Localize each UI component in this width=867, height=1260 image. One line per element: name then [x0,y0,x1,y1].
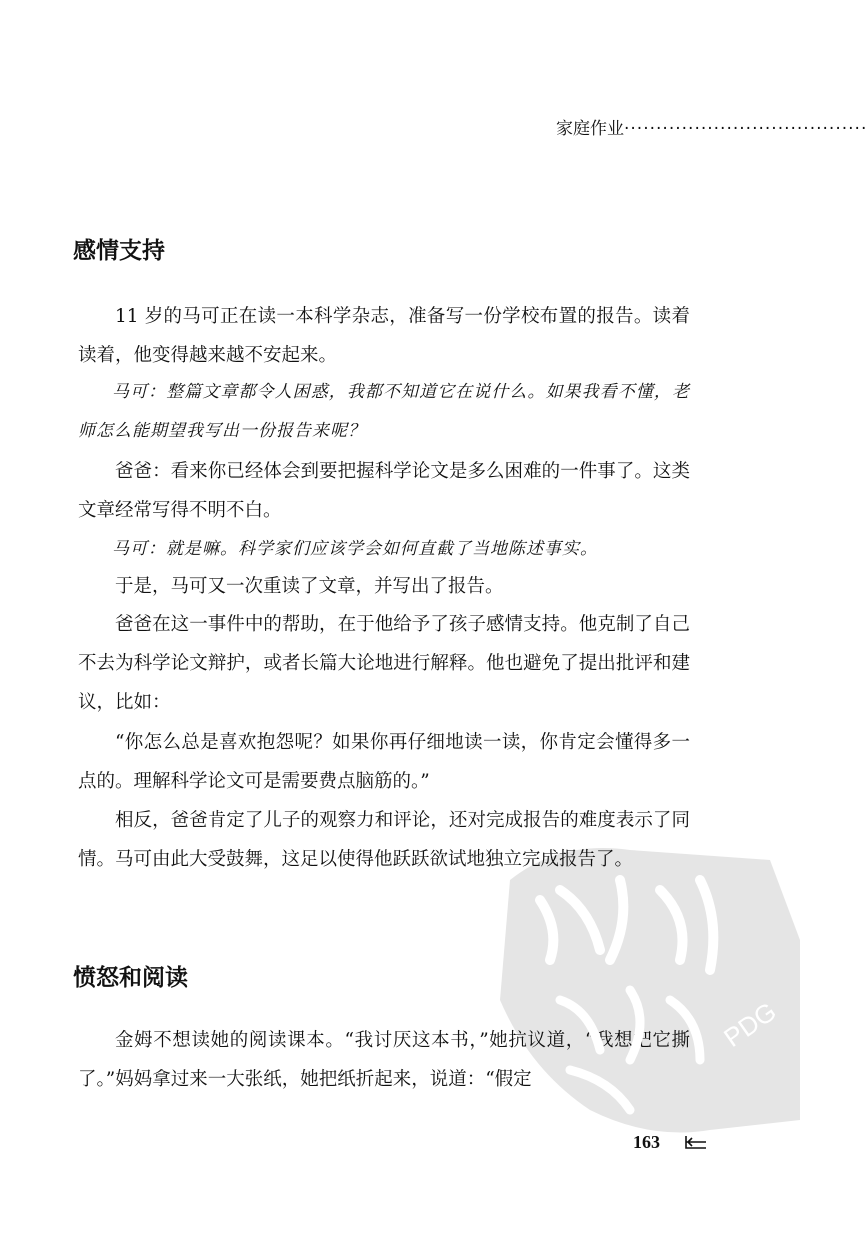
watermark-pdg-text: PDG [718,996,782,1053]
running-header-dots: ······································ [624,119,867,139]
section-title-anger-and-reading: 愤怒和阅读 [73,965,188,991]
running-header-title: 家庭作业 [556,119,624,139]
running-header [556,117,867,141]
paragraph-conclusion: 相反，爸爸肯定了儿子的观察力和评论，还对完成报告的难度表示了同情。马可由此大受鼓舞，这足以使得他跃跃欲试地独立完成报告了。 [78,810,690,870]
paragraph-analysis: 爸爸在这一事件中的帮助，在于他给予了孩子感情支持。他克制了自己不去为科学论文辩护，或者长篇大论地进行解释。他也避免了提出批评和建议，比如： [78,614,690,713]
page-arrow-icon [684,1134,708,1150]
dialogue-marco-2: 马可：就是嘛。科学家们应该学会如何直截了当地陈述事实。 [112,539,598,559]
dialogue-marco-1: 马可：整篇文章都令人困惑，我都不知道它在说什么。如果我看不懂，老师怎么能期望我写出一份报告来呢？ [78,382,690,441]
paragraph-intro: 11 岁的马可正在读一本科学杂志，准备写一份学校布置的报告。读着读着，他变得越来越不安起来。 [78,306,690,366]
page-number: 163 [633,1132,660,1152]
dialogue-dad: 爸爸：看来你已经体会到要把握科学论文是多么困难的一件事了。这类文章经常写得不明不白。 [78,461,690,521]
watermark-seal [470,820,800,1140]
paragraph-quote: “你怎么总是喜欢抱怨呢？如果你再仔细地读一读，你肯定会懂得多一点的。理解科学论文可是需要费点脑筋的。” [78,732,690,792]
section-title-emotional-support: 感情支持 [73,238,165,264]
paragraph-kim: 金姆不想读她的阅读课本。“我讨厌这本书，”她抗议道，“我想把它撕了。”妈妈拿过来一大张纸，她把纸折起来，说道：“假定 [78,1030,690,1090]
paragraph-outcome: 于是，马可又一次重读了文章，并写出了报告。 [115,576,504,597]
